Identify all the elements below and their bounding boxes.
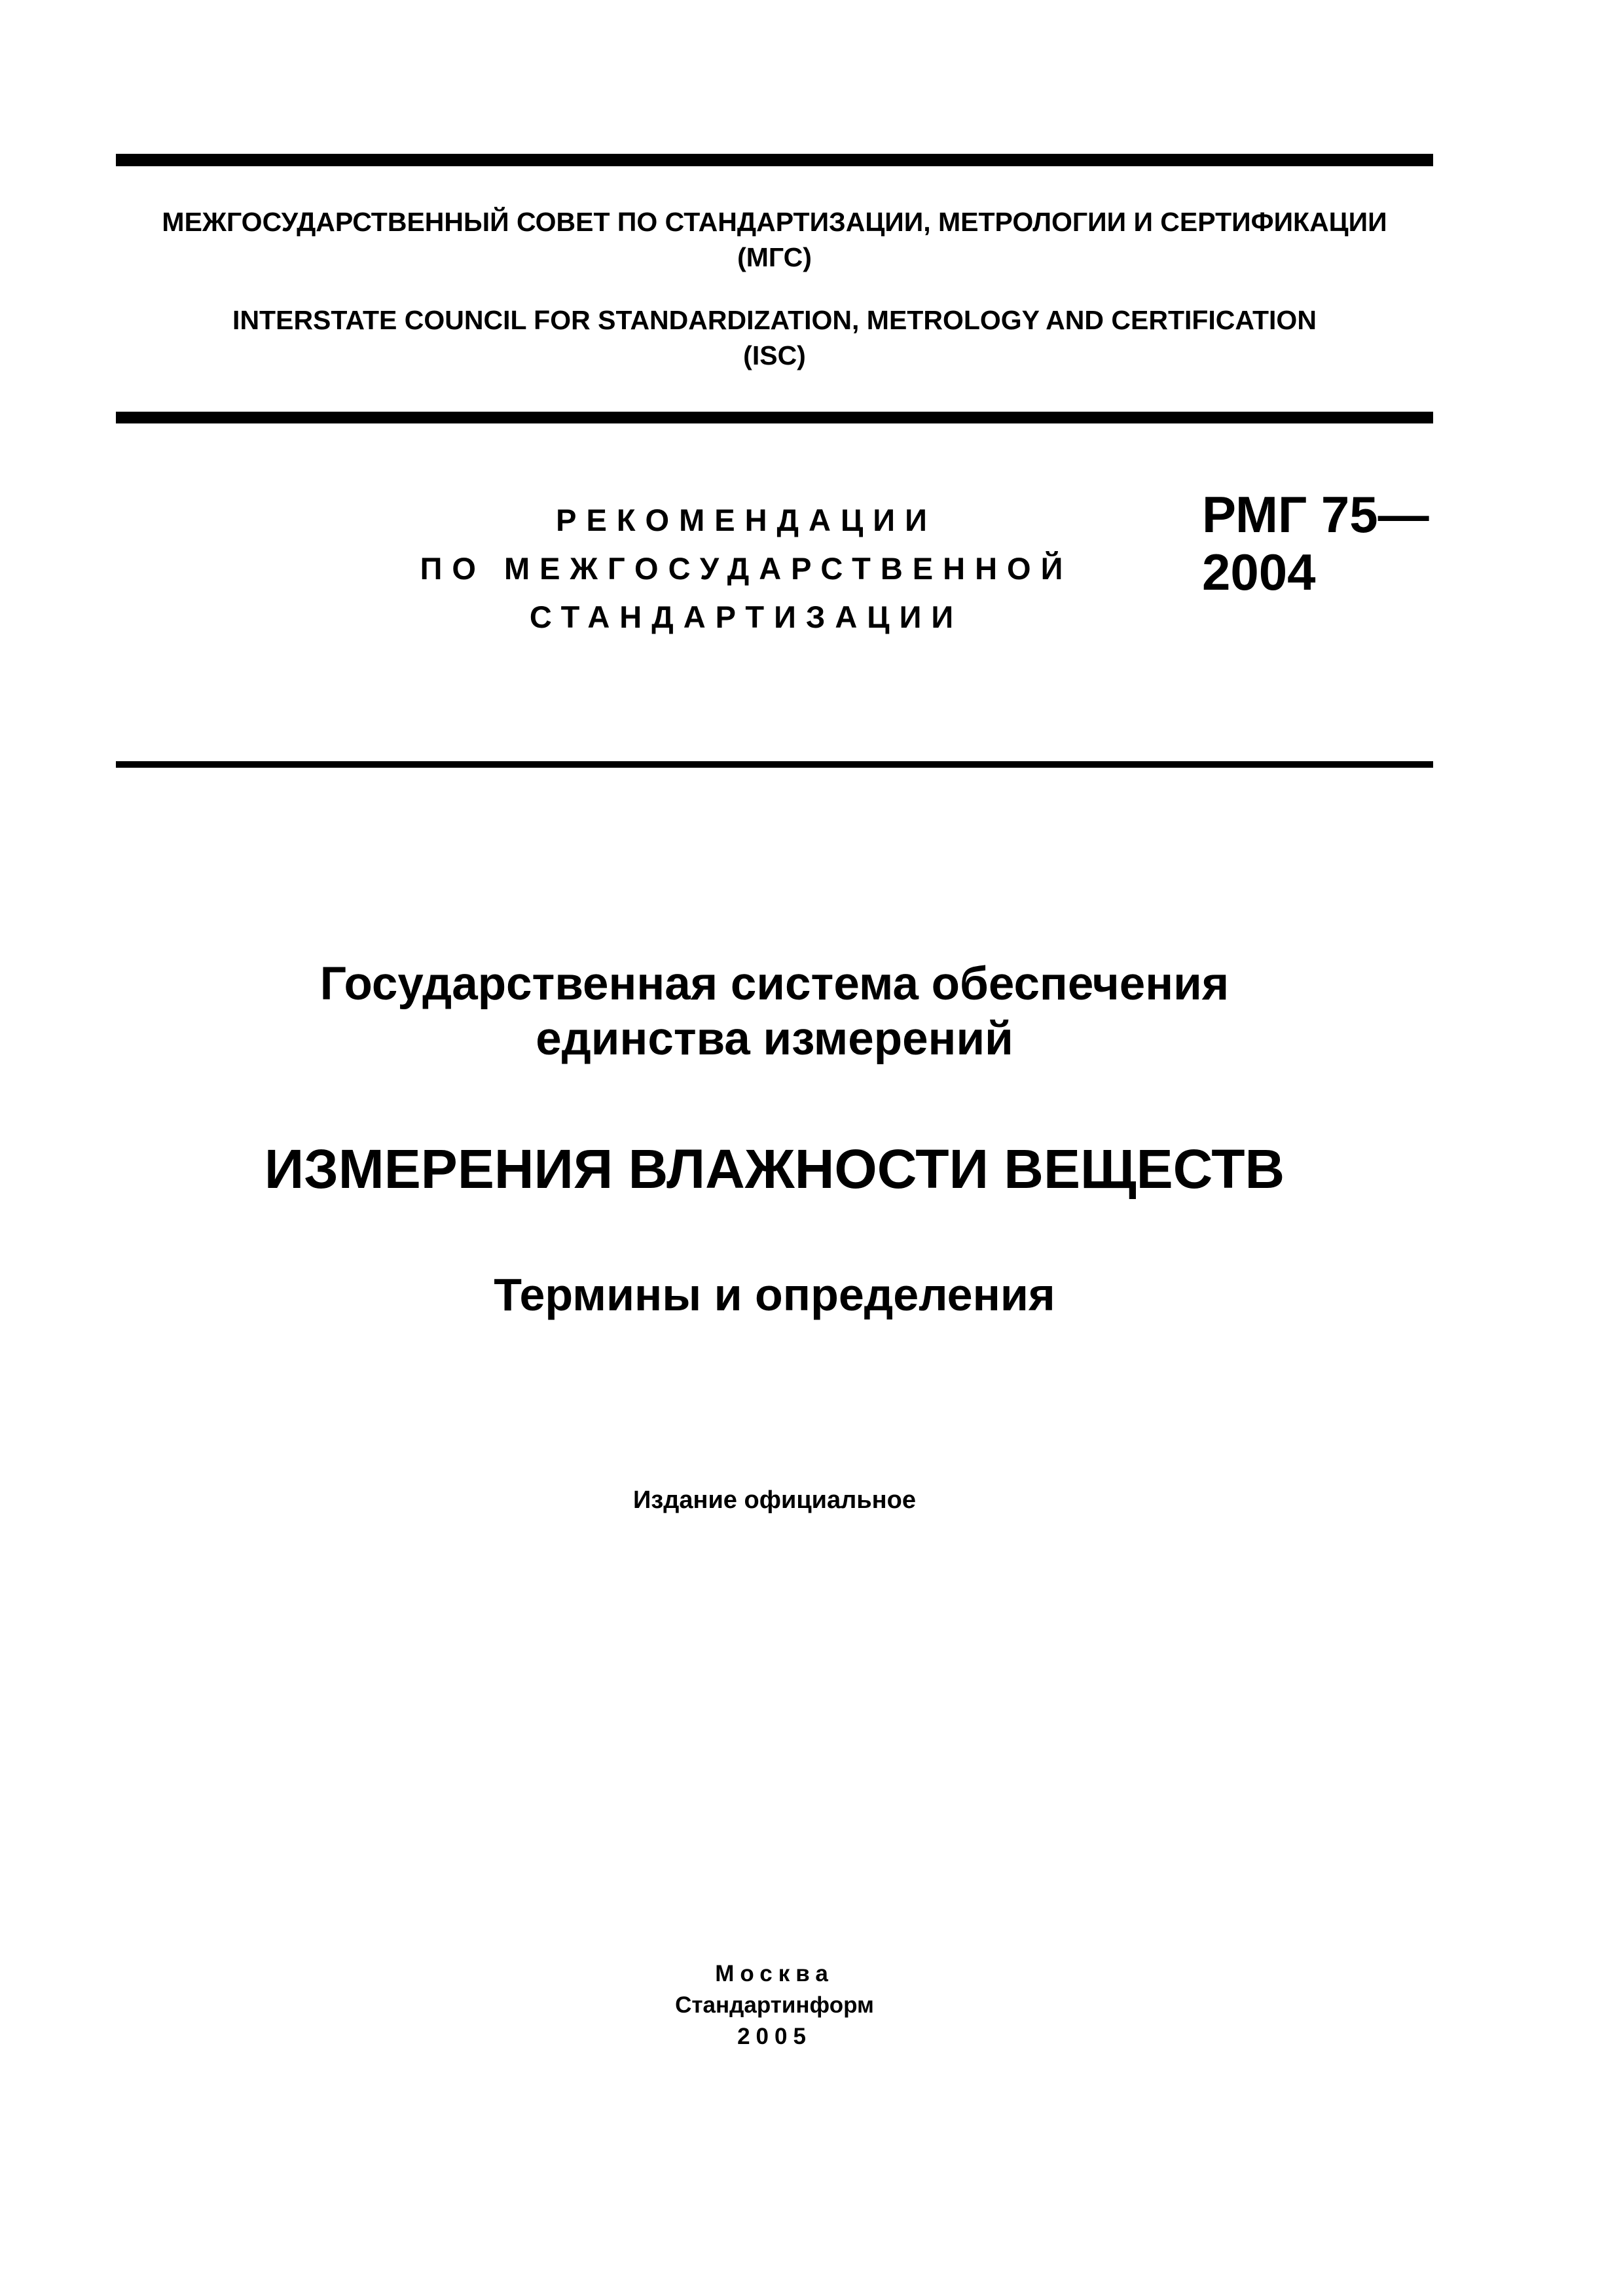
- designation-code: РМГ 75—: [1202, 486, 1429, 543]
- designation-year: 2004: [1202, 543, 1316, 601]
- middle-rule: [116, 412, 1433, 423]
- document-designation: [1202, 486, 1429, 601]
- imprint-year: 2005: [737, 2024, 812, 2049]
- system-title-line-2: единства измерений: [536, 1013, 1013, 1065]
- document-series: [367, 496, 1126, 641]
- edition-note: Издание официальное: [633, 1486, 916, 1514]
- council-ru-abbreviation: (МГС): [737, 242, 812, 272]
- council-en-abbreviation: (ISC): [743, 340, 806, 370]
- lower-rule: [116, 761, 1433, 768]
- system-title-line-1: Государственная система обеспечения: [319, 958, 1230, 1010]
- council-ru-text: МЕЖГОСУДАРСТВЕННЫЙ СОВЕТ ПО СТАНДАРТИЗАЦИИ, МЕТРОЛОГИИ И СЕРТИФИКАЦИИ: [162, 207, 1387, 237]
- top-rule: [116, 154, 1433, 166]
- imprint: [116, 1958, 1433, 2053]
- subtitle: Термины и определения: [494, 1269, 1055, 1320]
- imprint-city: Москва: [715, 1961, 834, 1986]
- council-name-english: [116, 302, 1433, 373]
- imprint-publisher: Стандартинформ: [675, 1992, 874, 2018]
- main-title: ИЗМЕРЕНИЯ ВЛАЖНОСТИ ВЕЩЕСТВ: [264, 1138, 1285, 1200]
- council-name-russian: [116, 204, 1433, 275]
- series-line-2: ПО МЕЖГОСУДАРСТВЕННОЙ: [420, 551, 1073, 586]
- system-title: [116, 957, 1433, 1067]
- council-en-text: INTERSTATE COUNCIL FOR STANDARDIZATION, METROLOGY AND CERTIFICATION: [232, 305, 1317, 335]
- series-line-1: РЕКОМЕНДАЦИИ: [556, 503, 937, 537]
- series-line-3: СТАНДАРТИЗАЦИИ: [529, 600, 964, 634]
